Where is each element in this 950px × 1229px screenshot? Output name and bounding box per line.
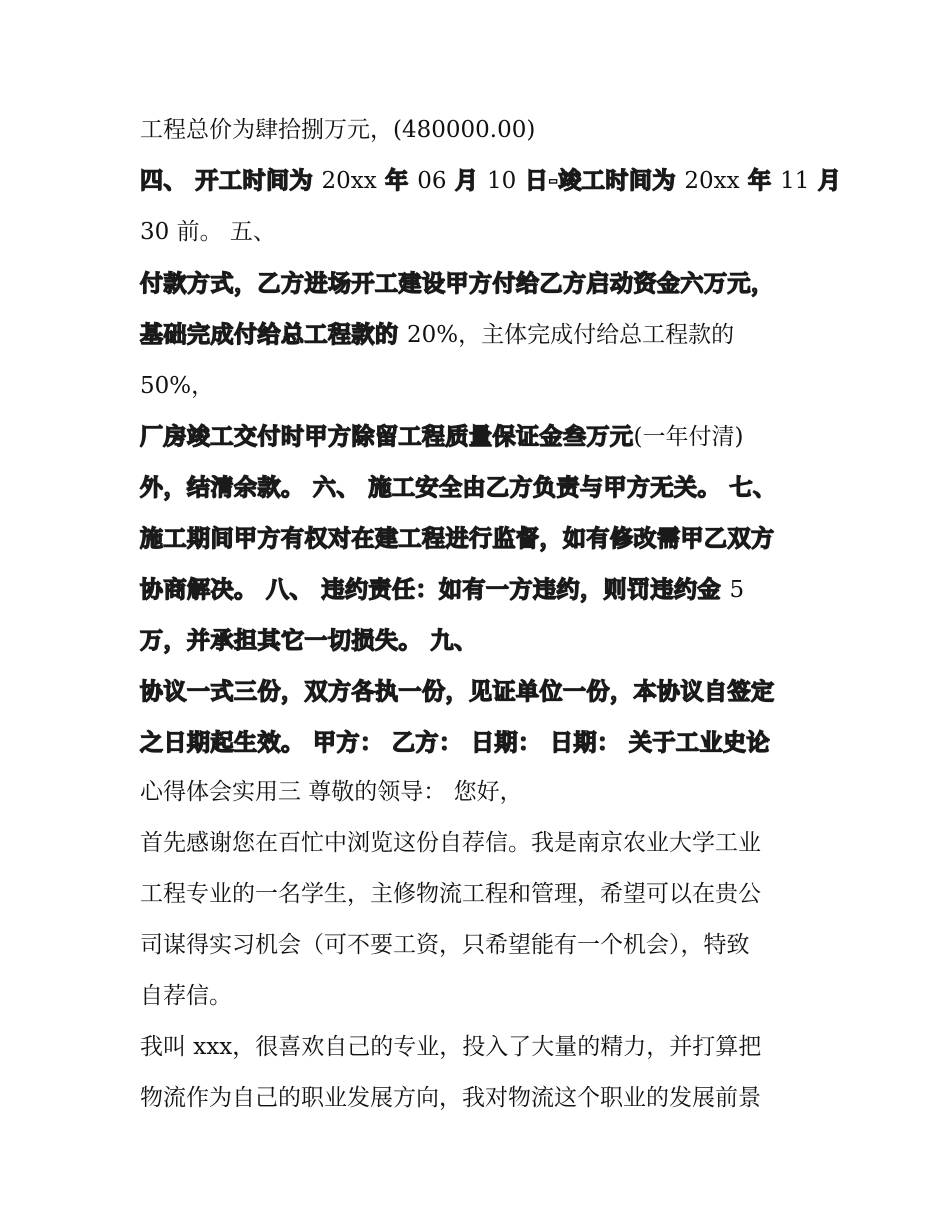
text-segment: 自荐信。	[140, 983, 232, 1009]
text-line	[140, 366, 214, 406]
text-segment: 我叫 xxx，很喜欢自己的专业，投入了大量的精力，并打算把	[140, 1034, 762, 1060]
text-line	[140, 570, 744, 610]
text-segment: (一年付清)	[633, 424, 744, 450]
text-line	[140, 621, 478, 661]
text-line	[140, 874, 761, 914]
text-segment: 首先感谢您在百忙中浏览这份自荐信。我是南京农业大学工业	[140, 830, 761, 856]
text-segment: 11	[780, 168, 810, 194]
outlined-text-segment: 付款方式，乙方进场开工建设甲方付给乙方启动资金六万元，	[140, 271, 775, 297]
outlined-text-segment: 协议一式三份，双方各执一份，见证单位一份，本协议自签定	[140, 679, 775, 705]
outlined-text-segment: 协商解决。 八、 违约责任：如有一方违约，则罚违约金	[140, 577, 730, 603]
outlined-text-segment: 月	[809, 168, 842, 194]
text-segment: 5	[729, 577, 745, 603]
outlined-text-segment: 基础完成付给总工程款的	[140, 322, 408, 348]
outlined-text-segment: 年	[739, 168, 781, 194]
text-line	[140, 417, 743, 457]
outlined-text-segment: 之日期起生效。 甲方： 乙方： 日期： 日期： 关于工业史论	[140, 730, 771, 756]
text-line	[140, 264, 775, 304]
text-segment: 10	[487, 168, 517, 194]
text-segment: 06	[417, 168, 447, 194]
text-line	[140, 1078, 761, 1118]
outlined-text-segment: 年	[376, 168, 418, 194]
text-line	[140, 976, 232, 1016]
text-segment: 20xx	[321, 168, 377, 194]
text-segment: 司谋得实习机会（可不要工资，只希望能有一个机会），特致	[140, 932, 750, 958]
outlined-text-segment: 四、 开工时间为	[140, 168, 322, 194]
outlined-text-segment: 外，结清余款。 六、 施工安全由乙方负责与甲方无关。 七、	[140, 475, 777, 501]
outlined-text-segment: 日-竣工时间为	[516, 168, 685, 194]
text-segment: 30 前。 五、	[140, 219, 276, 245]
text-line	[140, 723, 770, 763]
text-line	[140, 110, 535, 150]
text-line	[140, 823, 761, 863]
text-line	[140, 772, 523, 812]
text-segment: 物流作为自己的职业发展方向，我对物流这个职业的发展前景	[140, 1085, 761, 1111]
text-line	[140, 672, 775, 712]
text-segment: 50%，	[140, 373, 215, 399]
outlined-text-segment: 厂房竣工交付时甲方除留工程质量保证金叁万元	[140, 424, 634, 450]
outlined-text-segment: 施工期间甲方有权对在建工程进行监督，如有修改需甲乙双方	[140, 526, 775, 552]
outlined-text-segment: 月	[446, 168, 488, 194]
text-segment: 20%，主体完成付给总工程款的	[407, 322, 735, 348]
text-segment: 20xx	[684, 168, 740, 194]
text-line	[140, 1027, 761, 1067]
text-line	[140, 925, 750, 965]
text-segment: 心得体会实用三 尊敬的领导： 您好，	[140, 779, 523, 805]
outlined-text-segment: 万，并承担其它一切损失。 九、	[140, 628, 478, 654]
text-segment: 工程总价为肆拾捌万元，(480000.00)	[140, 117, 536, 143]
text-line	[140, 212, 276, 252]
text-line	[140, 519, 775, 559]
text-line	[140, 315, 734, 355]
text-segment: 工程专业的一名学生，主修物流工程和管理，希望可以在贵公	[140, 881, 761, 907]
text-line	[140, 468, 777, 508]
text-line	[140, 161, 841, 201]
